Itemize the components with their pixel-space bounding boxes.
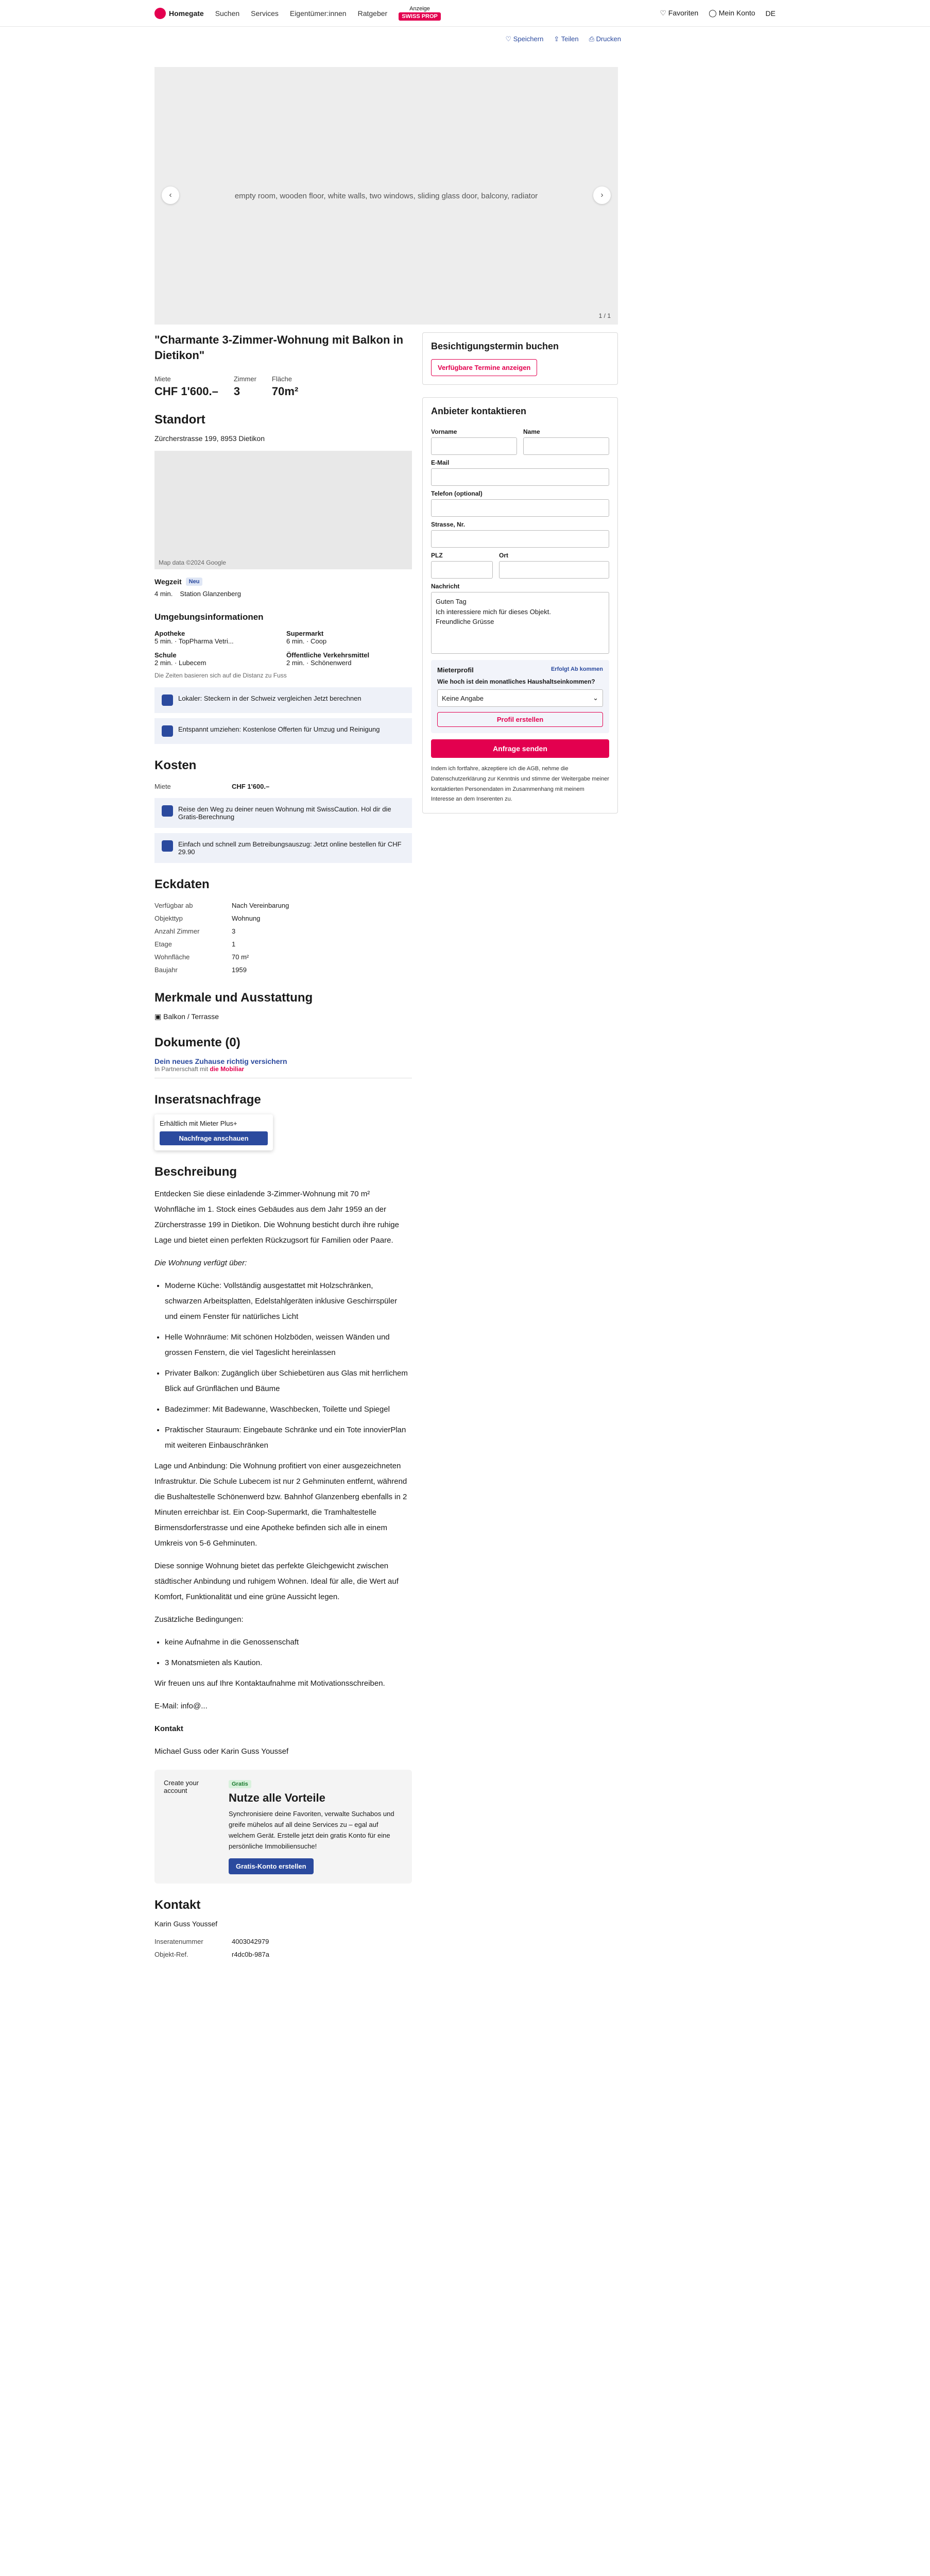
show-dates-button[interactable]: Verfügbare Termine anzeigen: [431, 359, 537, 376]
commute-header: [154, 578, 412, 586]
desc-paragraph: Lage und Anbindung: Die Wohnung profitiert von einer ausgezeichneten Infrastruktur. Die Schule Lubecem ist nur 2 Gehminuten entfernt, während die Bushaltestelle Schönenwerd bzw. Bahnhof Glanzenberg ebenfalls in 2 Minuten erreichbar ist. Ein Coop-Supermarkt, die Tramhaltestelle Birmensdorferstrasse und eine Apotheke befinden sich alle in einem Umkreis von 5-6 Gehminuten.: [154, 1462, 407, 1548]
rooms-value: 3: [233, 385, 240, 398]
fact-rooms: [234, 375, 256, 398]
desc-bullet: • Moderne Küche: Vollständig ausgestattet mit Holzschränken, schwarzen Arbeitsplatten, Edelstahlgeräten inklusive Geschirrspüler und einem Fenster für natürliches Licht: [165, 1278, 412, 1325]
banner-text: Lokaler: Steckern in der Schweiz vergleichen Jetzt berechnen: [178, 694, 361, 703]
banner-text: Einfach und schnell zum Betreibungsauszug: Jetzt online bestellen für CHF 29.90: [178, 840, 402, 856]
nav-ratgeber[interactable]: Ratgeber: [357, 9, 388, 18]
eckdaten-key: Baujahr: [154, 966, 178, 974]
desc-bullet: • Badezimmer: Mit Badewanne, Waschbecken, Toilette und Spiegel: [165, 1402, 412, 1417]
beschreibung-heading: Beschreibung: [154, 1165, 237, 1179]
action-bar: [0, 27, 930, 52]
umgebung-title: Öffentliche Verkehrsmittel: [286, 651, 370, 659]
kontakt-value: r4dc0b-987a: [232, 1950, 269, 1958]
insurance-sub: In Partnerschaft mit: [154, 1065, 209, 1073]
eckdaten-key: Wohnfläche: [154, 953, 190, 961]
firstname-field[interactable]: [431, 437, 517, 455]
eckdaten-key: Objekttyp: [154, 914, 183, 923]
banner-text: Entspannt umziehen: Kostenlose Offerten für Umzug und Reinigung: [178, 725, 380, 734]
nav-services[interactable]: Services: [251, 9, 279, 18]
kontakt-row: [154, 1935, 412, 1948]
kontakt-key: Objekt-Ref.: [154, 1950, 188, 1958]
desc-bullet: • Praktischer Stauraum: Eingebaute Schränke und ein Tote innovierPlan mit weiteren Einbauschränken: [165, 1422, 412, 1453]
kontakt-name: Karin Guss Youssef: [154, 1919, 218, 1928]
eckdaten-key: Verfügbar ab: [154, 902, 193, 910]
umgebung-title: Schule: [154, 651, 177, 659]
rent-label: Miete: [154, 375, 171, 383]
umgebung-title: Apotheke: [154, 630, 185, 638]
eckdaten-key: Etage: [154, 940, 172, 948]
booking-title: Besichtigungstermin buchen: [431, 341, 559, 351]
kosten-banner-1[interactable]: [154, 798, 412, 828]
promo-left-text: Create your account: [164, 1779, 199, 1795]
language-selector[interactable]: DE: [765, 9, 776, 18]
street-field[interactable]: [431, 530, 609, 548]
umgebung-grid: [154, 630, 412, 667]
desc-condition: • 3 Monatsmieten als Kaution.: [165, 1655, 412, 1671]
commute-new-badge: Neu: [186, 578, 203, 586]
logo-icon: [154, 8, 166, 19]
location-map[interactable]: [154, 451, 412, 569]
promo-title: Nutze alle Vorteile: [229, 1791, 325, 1805]
eckdaten-row: [154, 899, 412, 912]
desc-paragraph: Wir freuen uns auf Ihre Kontaktaufnahme mit Motivationsschreiben.: [154, 1679, 385, 1688]
desc-paragraph: Diese sonnige Wohnung bietet das perfekte Gleichgewicht zwischen städtischer Anbindung und ruhigem Wohnen. Ideal für alle, die Wert auf Komfort, Funktionalität und eine grüne Aussicht legen.: [154, 1562, 399, 1602]
umgebung-time: 2 min.: [286, 659, 305, 667]
eckdaten-heading: Eckdaten: [154, 877, 210, 892]
lastname-label: Name: [523, 428, 540, 435]
partner-logo: die Mobiliar: [210, 1065, 245, 1073]
kontakt-key: Inseratenummer: [154, 1937, 203, 1945]
city-label: Ort: [499, 552, 508, 559]
brand-name: Homegate: [169, 9, 204, 18]
umgebung-time: 6 min.: [286, 637, 305, 646]
print-button[interactable]: ⎙ Drucken: [589, 35, 621, 43]
income-select-value: Keine Angabe: [442, 694, 484, 702]
shield-icon: [162, 805, 173, 817]
kontakt-row: [154, 1948, 412, 1961]
kosten-label: Miete: [154, 783, 171, 791]
street-label: Strasse, Nr.: [431, 521, 466, 528]
merkmal-item: ▣ Balkon / Terrasse: [154, 1012, 219, 1021]
account-link[interactable]: ◯ Mein Konto: [709, 9, 755, 17]
profile-question: Wie hoch ist dein monatliches Haushaltseinkommen?: [437, 678, 595, 685]
brand-logo[interactable]: [154, 8, 204, 19]
account-label: Mein Konto: [718, 9, 755, 17]
insurance-link[interactable]: [154, 1057, 412, 1078]
insurance-link-text: Dein neues Zuhause richtig versichern: [154, 1057, 287, 1066]
fact-area: [272, 375, 298, 398]
umgebung-item: Schule 2 min. · Lubecem: [154, 651, 206, 667]
gallery-prev-button[interactable]: ‹: [162, 187, 179, 204]
umgebung-time: 2 min.: [154, 659, 173, 667]
booking-box: [422, 332, 618, 385]
umgebung-item: Supermarkt 6 min. · Coop: [286, 630, 327, 646]
key-facts: [154, 375, 412, 398]
save-label: Speichern: [513, 35, 544, 43]
eckdaten-value: 1959: [232, 966, 247, 974]
message-label: Nachricht: [431, 583, 460, 590]
standort-heading: Standort: [154, 413, 205, 427]
rooms-label: Zimmer: [233, 375, 256, 383]
income-select[interactable]: [437, 689, 603, 707]
promo-text: Synchronisiere deine Favoriten, verwalte Suchabos und greife mühelos auf all deine Services zu – egal auf welchem Gerät. Erstelle jetzt dein gratis Konto für eine persönliche Immobiliensuche!: [229, 1810, 394, 1850]
umgebung-banner-1[interactable]: [154, 687, 412, 713]
umgebung-banner-2[interactable]: [154, 718, 412, 744]
kosten-heading: Kosten: [154, 758, 197, 773]
area-label: Fläche: [271, 375, 292, 383]
send-request-button[interactable]: Anfrage senden: [431, 739, 609, 758]
umgebung-place: Coop: [310, 637, 327, 646]
umgebung-item: Öffentliche Verkehrsmittel 2 min. · Schönenwerd: [286, 651, 370, 667]
privacy-note: Indem ich fortfahre, akzeptiere ich die AGB, nehme die Datenschutzerklärung zur Kenntnis und stimme der Weitergabe meiner kontaktierten Personendaten im Zusammenhang mit meinem Interesse an dem Inserenten zu.: [431, 766, 609, 803]
desc-intro: Die Wohnung verfügt über:: [154, 1259, 247, 1268]
commute-label: Wegzeit: [154, 578, 182, 586]
description-section: [154, 1165, 412, 1759]
kosten-row: [154, 780, 412, 793]
nav-eigentuemer[interactable]: Eigentümer:innen: [289, 9, 347, 18]
umgebung-place: Lubecem: [178, 659, 206, 667]
umgebung-time: 5 min.: [154, 637, 173, 646]
nav-suchen[interactable]: Suchen: [215, 9, 240, 18]
print-label: Drucken: [596, 35, 621, 43]
desc-email: E-Mail: info@...: [154, 1702, 208, 1711]
eckdaten-value: 1: [232, 940, 236, 948]
promo-badge: SWISS PROP: [399, 12, 441, 21]
umgebung-heading: Umgebungsinformationen: [154, 612, 264, 622]
rent-value: CHF 1'600.–: [154, 385, 218, 398]
nachfrage-tooltip: [154, 1114, 273, 1150]
share-button[interactable]: ⇪ Teilen: [554, 35, 579, 43]
image-gallery[interactable]: [154, 67, 618, 325]
lastname-field[interactable]: [523, 437, 609, 455]
eckdaten-row: [154, 925, 412, 938]
gallery-next-button[interactable]: ›: [593, 187, 611, 204]
truck-icon: [162, 725, 173, 737]
map-credit: Map data ©2024 Google: [159, 559, 226, 567]
eckdaten-row: [154, 951, 412, 963]
email-label: E-Mail: [431, 459, 450, 466]
umgebung-title: Supermarkt: [286, 630, 324, 638]
profile-badge: Erfolgt Ab kommen: [550, 666, 603, 672]
desc-bullet: • Privater Balkon: Zugänglich über Schiebetüren aus Glas mit herrlichem Blick auf Grünflächen und Bäume: [165, 1366, 412, 1397]
nachfrage-button[interactable]: Nachfrage anschauen: [160, 1131, 268, 1145]
commute-target: Station Glanzenberg: [180, 590, 241, 598]
eckdaten-key: Anzahl Zimmer: [154, 927, 200, 936]
save-button[interactable]: ♡ Speichern: [505, 35, 544, 43]
merkmale-heading: Merkmale und Ausstattung: [154, 991, 313, 1005]
desc-paragraph: Entdecken Sie diese einladende 3-Zimmer-Wohnung mit 70 m² Wohnfläche im 1. Stock eines Gebäudes aus dem Jahr 1959 an der Zürcherstrasse 199 in Dietikon. Die Wohnung besticht durch ihre ruhige Lage und bietet einen perfekten Rückzugsort für Familien oder Paare.: [154, 1190, 399, 1245]
umgebung-item: Apotheke 5 min. · TopPharma Vetri...: [154, 630, 234, 646]
eckdaten-value: 3: [232, 927, 236, 936]
listing-title: "Charmante 3-Zimmer-Wohnung mit Balkon in Dietikon": [154, 333, 404, 362]
header-promo[interactable]: [399, 6, 441, 20]
umgebung-note: Die Zeiten basieren sich auf die Distanz zu Fuss: [154, 672, 287, 680]
umgebung-place: Schönenwerd: [310, 659, 352, 667]
desc-bullet: • Helle Wohnräume: Mit schönen Holzböden, weissen Wänden und grossen Fenstern, die viel Tageslicht hereinlassen: [165, 1330, 412, 1361]
gallery-image-alt: empty room, wooden floor, white walls, two windows, sliding glass door, balcony, radiator: [234, 191, 538, 200]
umgebung-place: TopPharma Vetri...: [178, 637, 234, 646]
eckdaten-value: Nach Vereinbarung: [232, 902, 289, 910]
email-field[interactable]: [431, 468, 609, 486]
firstname-label: Vorname: [431, 428, 457, 435]
eckdaten-row: [154, 963, 412, 976]
kosten-value: CHF 1'600.–: [232, 783, 270, 791]
commute-row[interactable]: [154, 590, 412, 598]
message-field[interactable]: Guten Tag Ich interessiere mich für dieses Objekt. Freundliche Grüsse: [431, 592, 609, 654]
commute-time: 4 min.: [154, 590, 173, 598]
contact-form: [422, 397, 618, 814]
main-content: [154, 332, 412, 1961]
promo-badge: Gratis: [229, 1780, 251, 1788]
tenant-profile-box: [431, 660, 609, 733]
eckdaten-row: [154, 912, 412, 925]
zip-label: PLZ: [431, 552, 443, 559]
zip-field[interactable]: [431, 561, 493, 579]
favorites-label: Favoriten: [668, 9, 699, 17]
info-icon: [162, 694, 173, 706]
banner-text: Reise den Weg zu deiner neuen Wohnung mit SwissCaution. Hol dir die Gratis-Berechnung: [178, 805, 391, 821]
favorites-link[interactable]: ♡ Favoriten: [660, 9, 699, 17]
address: Zürcherstrasse 199, 8953 Dietikon: [154, 434, 265, 443]
promo-line1: Anzeige: [409, 6, 430, 12]
gallery-counter: 1 / 1: [598, 312, 611, 319]
eckdaten-value: Wohnung: [232, 914, 261, 923]
desc-paragraph: Zusätzliche Bedingungen:: [154, 1615, 244, 1624]
create-account-button[interactable]: Gratis-Konto erstellen: [229, 1858, 314, 1874]
dokumente-heading: Dokumente (0): [154, 1036, 240, 1050]
area-value: 70m²: [271, 385, 299, 398]
eckdaten-value: 70 m²: [232, 953, 249, 961]
promo-account: [154, 1770, 412, 1883]
nachfrage-heading: Inseratsnachfrage: [154, 1093, 261, 1107]
kontakt-heading: Kontakt: [154, 1897, 201, 1912]
phone-field[interactable]: [431, 499, 609, 517]
eckdaten-row: [154, 938, 412, 951]
desc-contact-names: Michael Guss oder Karin Guss Youssef: [154, 1747, 289, 1756]
merkmal-label: Balkon / Terrasse: [163, 1012, 219, 1021]
fact-rent: [154, 375, 218, 398]
desc-contact-heading: Kontakt: [154, 1724, 183, 1734]
share-label: Teilen: [561, 35, 579, 43]
create-profile-button[interactable]: Profil erstellen: [437, 712, 603, 727]
header-right: [660, 9, 776, 18]
phone-label: Telefon (optional): [431, 490, 483, 497]
kontakt-value: 4003042979: [232, 1937, 269, 1945]
desc-condition: • keine Aufnahme in die Genossenschaft: [165, 1635, 412, 1650]
city-field[interactable]: [499, 561, 609, 579]
chevron-down-icon: ⌄: [593, 694, 598, 702]
document-icon: [162, 840, 173, 852]
contact-title: Anbieter kontaktieren: [431, 406, 527, 416]
top-header: [0, 0, 930, 27]
kosten-banner-2[interactable]: [154, 833, 412, 863]
tooltip-text: Erhältlich mit Mieter Plus+: [160, 1120, 237, 1128]
sidebar: [422, 332, 618, 826]
main-nav: [215, 9, 388, 18]
profile-label: Mieterprofil: [437, 666, 474, 674]
